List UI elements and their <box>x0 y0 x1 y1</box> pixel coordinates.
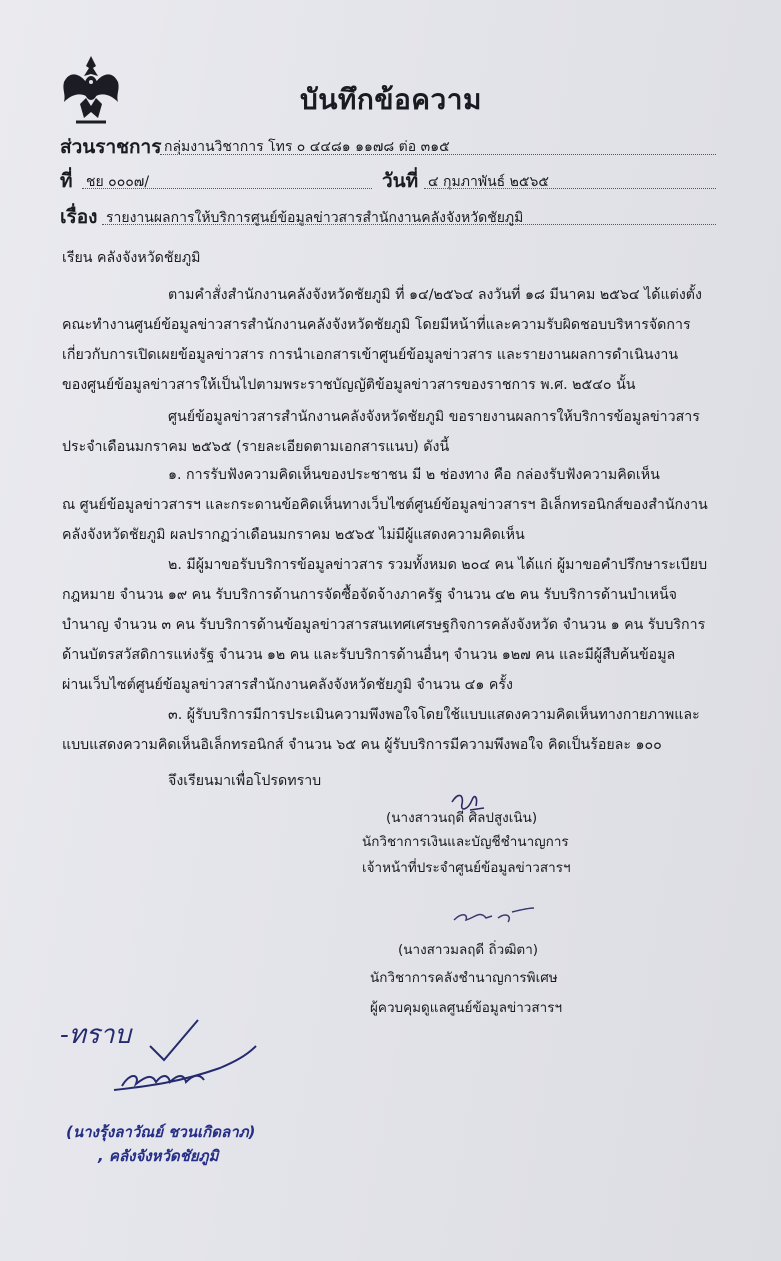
handwritten-note: -ทราบ <box>60 1020 131 1050</box>
signer1-role: เจ้าหน้าที่ประจำศูนย์ข้อมูลข่าวสารฯ <box>362 860 571 876</box>
ref-underline <box>82 188 372 189</box>
signer1-name: (นางสาวนฤดี ศิลปสูงเนิน) <box>386 810 538 826</box>
para1-line2: คณะทำงานศูนย์ข้อมูลข่าวสารสำนักงานคลังจังหวัดชัยภูมิ โดยมีหน้าที่และความรับผิดชอบบริหารจัดการ <box>62 317 691 333</box>
signer2-name: (นางสาวมลฤดี ถิ่วฒิตา) <box>398 942 539 958</box>
para2-line1: ศูนย์ข้อมูลข่าวสารสำนักงานคลังจังหวัดชัยภูมิ ขอรายงานผลการให้บริการข้อมูลข่าวสาร <box>168 409 700 425</box>
garuda-emblem-icon <box>56 52 126 126</box>
salutation: เรียน คลังจังหวัดชัยภูมิ <box>62 250 201 266</box>
approval-signature-mark <box>110 1016 260 1100</box>
item2-line2: กฎหมาย จำนวน ๑๙ คน รับบริการด้านการจัดซื้อจัดจ้างภาครัฐ จำนวน ๔๒ คน รับบริการด้านบำเหน็จ <box>62 587 677 603</box>
item2-line1: ๒. มีผู้มาขอรับบริการข้อมูลข่าวสาร รวมทั้งหมด ๒๐๔ คน ได้แก่ ผู้มาขอคำปรึกษาระเบียบ <box>168 557 708 573</box>
item3-line1: ๓. ผู้รับบริการมีการประเมินความพึงพอใจโดยใช้แบบแสดงความคิดเห็นทางกายภาพและ <box>168 707 700 723</box>
date-value: ๔ กุมภาพันธ์ ๒๕๖๕ <box>428 174 549 190</box>
item1-line1: ๑. การรับฟังความคิดเห็นของประชาชน มี ๒ ช่องทาง คือ กล่องรับฟังความคิดเห็น <box>168 467 660 483</box>
signer1-position: นักวิชาการเงินและบัญชีชำนาญการ <box>362 834 569 850</box>
subject-value: รายงานผลการให้บริการศูนย์ข้อมูลข่าวสารสำนักงานคลังจังหวัดชัยภูมิ <box>106 210 524 226</box>
para1-line4: ของศูนย์ข้อมูลข่าวสารให้เป็นไปตามพระราชบัญญัติข้อมูลข่าวสารของราชการ พ.ศ. ๒๕๔๐ นั้น <box>62 377 636 393</box>
signer2-position: นักวิชาการคลังชำนาญการพิเศษ <box>370 970 558 986</box>
memo-title: บันทึกข้อความ <box>300 83 482 116</box>
department-value: กลุ่มงานวิชาการ โทร ๐ ๔๔๘๑ ๑๑๗๘ ต่อ ๓๑๕ <box>164 139 450 155</box>
approver-name: (นางรุ้งลาวัณย์ ชวนเกิดลาภ) <box>66 1123 256 1141</box>
approver-position: , คลังจังหวัดชัยภูมิ <box>98 1147 219 1165</box>
item1-line3: คลังจังหวัดชัยภูมิ ผลปรากฏว่าเดือนมกราคม ๒๕๖๕ ไม่มีผู้แสดงความคิดเห็น <box>62 527 525 543</box>
para1-line1: ตามคำสั่งสำนักงานคลังจังหวัดชัยภูมิ ที่ ๑๔/๒๕๖๔ ลงวันที่ ๑๘ มีนาคม ๒๕๖๔ ได้แต่งตั้ง <box>168 287 702 303</box>
signer2-role: ผู้ควบคุมดูแลศูนย์ข้อมูลข่าวสารฯ <box>370 1000 563 1016</box>
closing: จึงเรียนมาเพื่อโปรดทราบ <box>168 773 322 789</box>
item3-line2: แบบแสดงความคิดเห็นอิเล็กทรอนิกส์ จำนวน ๖๕ คน ผู้รับบริการมีความพึงพอใจ คิดเป็นร้อยละ ๑๐๐ <box>62 737 662 753</box>
subject-label: เรื่อง <box>60 206 98 228</box>
signature-2-mark <box>450 906 536 928</box>
department-label: ส่วนราชการ <box>60 136 162 158</box>
subject-underline <box>102 224 716 225</box>
item2-line5: ผ่านเว็บไซต์ศูนย์ข้อมูลข่าวสารสำนักงานคลังจังหวัดชัยภูมิ จำนวน ๔๑ ครั้ง <box>62 677 513 693</box>
item2-line3: บำนาญ จำนวน ๓ คน รับบริการด้านข้อมูลข่าวสารสนเทศเศรษฐกิจการคลังจังหวัด จำนวน ๑ คน รับบริการ <box>62 617 706 633</box>
ref-value: ชย ๐๐๐๗/ <box>86 174 150 190</box>
date-underline <box>424 188 716 189</box>
para2-line2: ประจำเดือนมกราคม ๒๕๖๕ (รายละเอียดตามเอกสารแนบ) ดังนี้ <box>62 439 450 455</box>
date-label: วันที่ <box>382 170 419 192</box>
item2-line4: ด้านบัตรสวัสดิการแห่งรัฐ จำนวน ๑๒ คน และรับบริการด้านอื่นๆ จำนวน ๑๒๗ คน และมีผู้สืบค้นข้อมูล <box>62 647 676 663</box>
para1-line3: เกี่ยวกับการเปิดเผยข้อมูลข่าวสาร การนำเอกสารเข้าศูนย์ข้อมูลข่าวสาร และรายงานผลการดำเนินงาน <box>62 347 679 363</box>
item1-line2: ณ ศูนย์ข้อมูลข่าวสารฯ และกระดานข้อคิดเห็นทางเว็บไซต์ศูนย์ข้อมูลข่าวสารฯ อิเล็กทรอนิกส์ของสำนักงาน <box>62 497 708 513</box>
department-underline <box>160 154 716 155</box>
ref-label: ที่ <box>60 170 73 192</box>
